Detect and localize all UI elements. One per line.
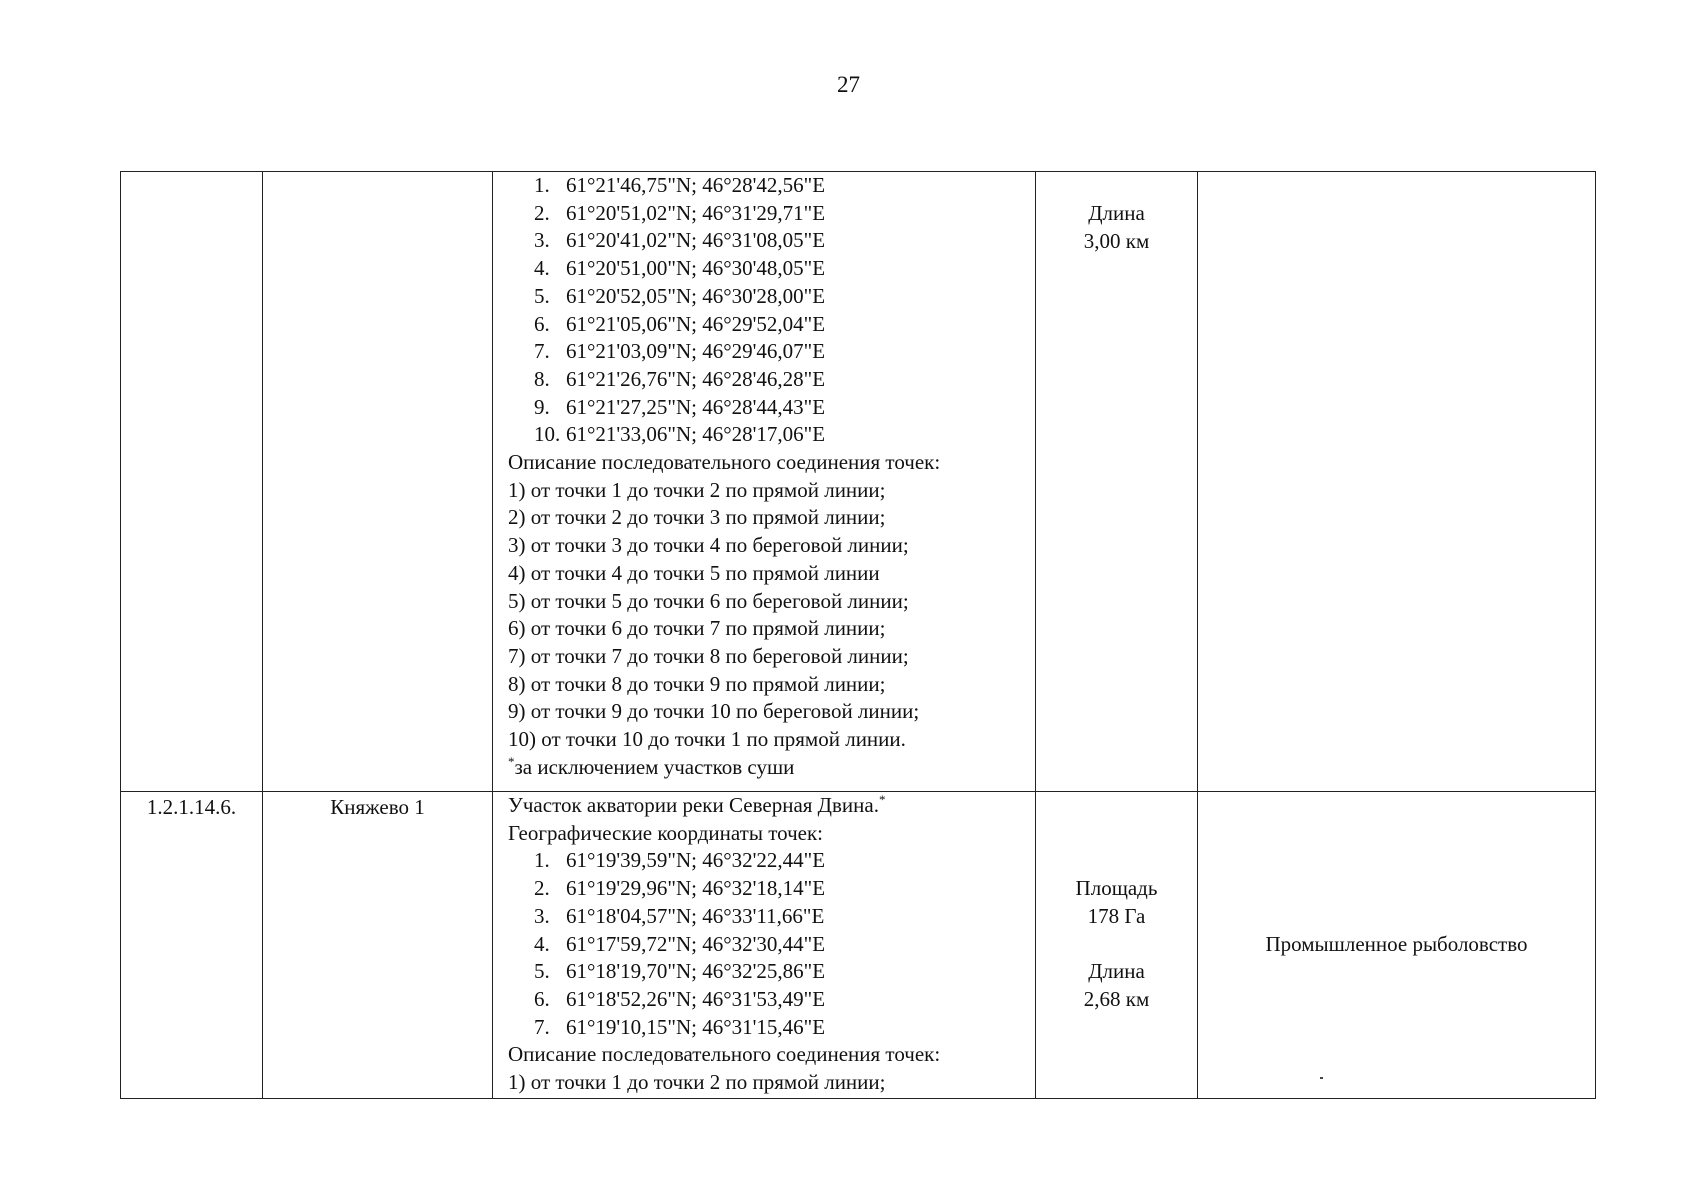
coordinates-list [508,172,1035,449]
list-item: 8) от точки 8 до точки 9 по прямой линии; [508,671,886,696]
site-name-cell [263,172,493,792]
site-size-cell [1036,792,1198,1099]
site-number-cell: 1.2.1.14.6. [121,792,263,1099]
table-row [121,172,1596,792]
list-item: 10. 61°21'33,06"N; 46°28'17,06"E [534,422,826,447]
list-item: 1) от точки 1 до точки 2 по прямой линии; [508,477,886,502]
footnote: *за исключением участков суши [508,753,795,779]
list-item: 7. 61°21'03,09"N; 46°29'46,07"E [534,339,826,364]
site-description-cell [493,792,1036,1099]
length-value: 3,00 км [1083,228,1150,253]
connection-header: Описание последовательного соединения точек: [508,1042,941,1067]
site-description-cell [493,172,1036,792]
length-value: 2,68 км [1083,987,1150,1012]
area-value: 178 Га [1087,903,1146,928]
list-item: 1. 61°19'39,59"N; 46°32'22,44"E [534,848,826,873]
area-label: Площадь [1075,876,1158,900]
list-item: 5. 61°18'19,70"N; 46°32'25,86"E [534,959,826,984]
list-item: 4) от точки 4 до точки 5 по прямой линии [508,560,880,585]
list-item: 5. 61°20'52,05"N; 46°30'28,00"E [534,283,826,308]
list-item: 2. 61°20'51,02"N; 46°31'29,71"E [534,200,826,225]
list-item: 3. 61°20'41,02"N; 46°31'08,05"E [534,228,826,253]
list-item: 4. 61°20'51,00"N; 46°30'48,05"E [534,256,826,281]
list-item: 6. 61°18'52,26"N; 46°31'53,49"E [534,986,826,1011]
list-item: 6) от точки 6 до точки 7 по прямой линии; [508,616,886,641]
list-item: 7) от точки 7 до точки 8 по береговой линии; [508,643,909,668]
footnote-mark: * [878,792,886,807]
site-title: Участок акватории реки Северная Двина.* [508,792,886,817]
connection-header: Описание последовательного соединения точек: [508,450,941,475]
list-item: 7. 61°19'10,15"N; 46°31'15,46"E [534,1014,826,1039]
list-item: 3. 61°18'04,57"N; 46°33'11,66"E [534,903,825,928]
length-label: Длина [1088,201,1145,225]
length-label: Длина [1088,959,1145,984]
page-number: 27 [837,72,860,97]
table-row [121,792,1596,1099]
list-item: 1) от точки 1 до точки 2 по прямой линии; [508,1070,886,1095]
connection-list [508,477,1035,754]
site-size-cell [1036,172,1198,792]
site-number-cell [121,172,263,792]
list-item: 2. 61°19'29,96"N; 46°32'18,14"E [534,876,826,901]
list-item: 9) от точки 9 до точки 10 по береговой линии; [508,699,920,724]
site-name-cell: Княжево 1 [263,792,493,1099]
list-item: 9. 61°21'27,25"N; 46°28'44,43"E [534,394,826,419]
footnote-mark: * [508,753,515,769]
coordinates-list [508,847,1035,1041]
list-item: 10) от точки 10 до точки 1 по прямой линии. [508,727,906,752]
list-item: 3) от точки 3 до точки 4 по береговой линии; [508,533,909,558]
coordinates-header: Географические координаты точек: [508,820,823,845]
site-purpose-cell [1198,172,1596,792]
scan-speck [1320,1077,1323,1079]
list-item: 1. 61°21'46,75"N; 46°28'42,56"E [534,173,826,197]
site-purpose-cell: Промышленное рыболовство [1198,792,1596,1099]
list-item: 6. 61°21'05,06"N; 46°29'52,04"E [534,311,826,336]
connection-list [508,1069,1035,1097]
list-item: 4. 61°17'59,72"N; 46°32'30,44"E [534,931,826,956]
fishing-sites-table [120,171,1596,1099]
list-item: 8. 61°21'26,76"N; 46°28'46,28"E [534,366,826,391]
list-item: 5) от точки 5 до точки 6 по береговой линии; [508,588,909,613]
list-item: 2) от точки 2 до точки 3 по прямой линии; [508,505,886,530]
